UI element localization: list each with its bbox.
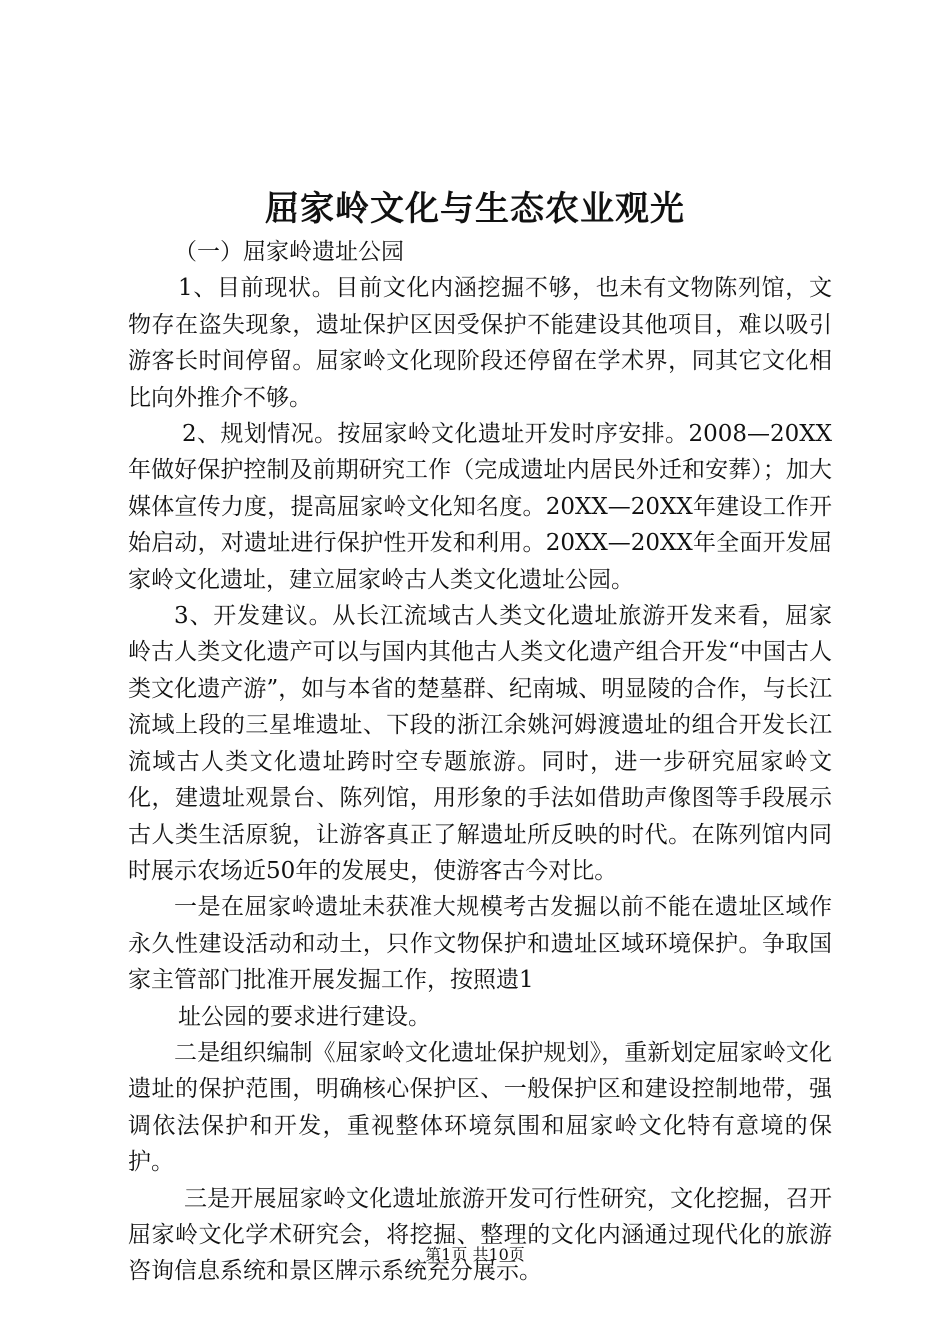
paragraph-point-one-continued: 址公园的要求进行建设。 (178, 1003, 431, 1030)
paragraph-point-one: 一是在屈家岭遗址未获准大规模考古发掘以前不能在遗址区域作永久性建设活动和动土，只作文物保护和遗址区域环境保护。争取国家主管部门批准开展发掘工作，按照遗1 (128, 894, 832, 994)
paragraph-point-three: 三是开展屈家岭文化遗址旅游开发可行性研究，文化挖掘，召开屈家岭文化学术研究会，将挖掘、整理的文化内涵通过现代化的旅游咨询信息系统和景区牌示系统充分展示。 (128, 1185, 832, 1285)
paragraph-current-status: 1、目前现状。目前文化内涵挖掘不够，也未有文物陈列馆，文物存在盗失现象，遗址保护区因受保护不能建设其他项目，难以吸引游客长时间停留。屈家岭文化现阶段还停留在学术界，同其它文化相比向外推介不够。 (128, 275, 832, 411)
paragraph-development-suggestions: 3、开发建议。从长江流域古人类文化遗址旅游开发来看，屈家岭古人类文化遗产可以与国内其他古人类文化遗产组合开发“中国古人类文化遗产游”，如与本省的楚墓群、纪南城、明显陵的合作，与长江流域上段的三星堆遗址、下段的浙江余姚河姆渡遗址的组合开发长江流域古人类文化遗址跨时空专题旅游。同时，进一步研究屈家岭文化，建遗址观景台、陈列馆，用形象的手法如借助声像图等手段展示古人类生活原貌，让游客真正了解遗址所反映的时代。在陈列馆内同时展示农场近50年的发展史，使游客古今对比。 (128, 603, 832, 884)
paragraph-planning: 2、规划情况。按屈家岭文化遗址开发时序安排。2008—20XX年做好保护控制及前期研究工作（完成遗址内居民外迁和安葬）；加大媒体宣传力度，提高屈家岭文化知名度。20XX—20XX年建设工作开始启动，对遗址进行保护性开发和利用。20XX—20XX年全面开发屈家岭文化遗址，建立屈家岭古人类文化遗址公园。 (128, 421, 832, 593)
section-heading: （一）屈家岭遗址公园 (174, 239, 404, 265)
document-body (128, 234, 832, 1290)
document-title: 屈家岭文化与生态农业观光 (265, 189, 685, 229)
page-footer: 第1页 共10页 (425, 1245, 525, 1264)
paragraph-point-two: 二是组织编制《屈家岭文化遗址保护规划》，重新划定屈家岭文化遗址的保护范围，明确核心保护区、一般保护区和建设控制地带，强调依法保护和开发，重视整体环境氛围和屈家岭文化特有意境的保护。 (128, 1039, 832, 1176)
